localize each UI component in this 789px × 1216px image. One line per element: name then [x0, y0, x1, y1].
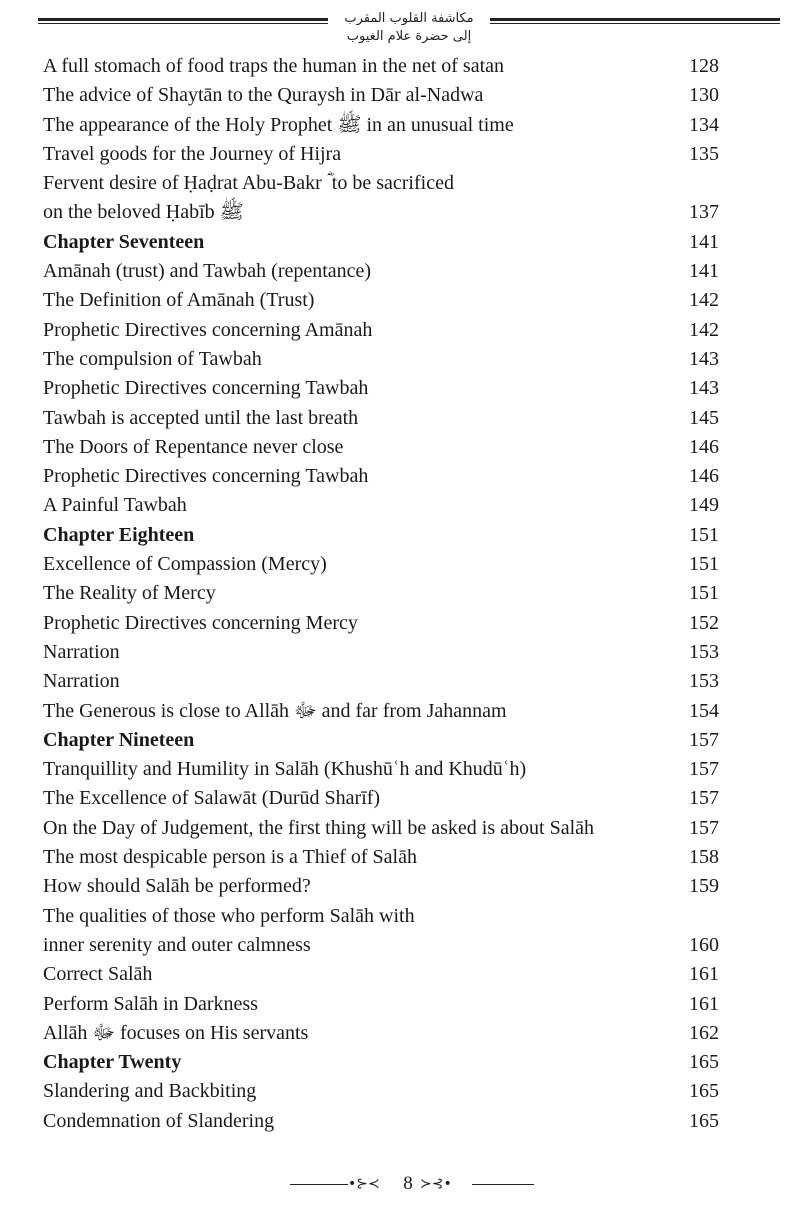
toc-entry-page: 157 [689, 816, 719, 839]
toc-entry-page: 142 [689, 318, 719, 341]
page-number: 8 [403, 1173, 413, 1194]
toc-entry-title: Tawbah is accepted until the last breath [43, 406, 359, 429]
toc-entry-page: 161 [689, 992, 719, 1015]
toc-entry-title: Prophetic Directives concerning Mercy [43, 611, 358, 634]
toc-entry-continuation [43, 931, 723, 960]
toc-entry [43, 902, 723, 931]
chapter-heading [43, 228, 723, 257]
header-calligraphy: مكاشفة القلوب المقرب إلى حضرة علام الغيوب [344, 11, 474, 44]
toc-entry [43, 843, 723, 872]
header-rule-left [38, 18, 328, 21]
toc-entry [43, 491, 723, 520]
toc-entry-title: Allāh ﷻ focuses on His servants [43, 1021, 309, 1044]
toc-entry [43, 140, 723, 169]
toc-entry [43, 697, 723, 726]
toc-entry-page: 152 [689, 611, 719, 634]
chapter-title: Chapter Nineteen [43, 728, 195, 751]
toc-entry-page: 161 [689, 963, 719, 986]
toc-entry-page: 157 [689, 787, 719, 810]
toc-entry-title: The Definition of Amānah (Trust) [43, 289, 315, 312]
toc-entry [43, 52, 723, 81]
page-footer [0, 1172, 789, 1196]
toc-entry-title: Narration [43, 640, 120, 663]
toc-entry-page: 153 [689, 670, 719, 693]
toc-entry-page: 146 [689, 435, 719, 458]
toc-entry-page: 141 [689, 230, 719, 253]
toc-entry-page: 153 [689, 640, 719, 663]
toc-entry-title: The Doors of Repentance never close [43, 435, 344, 458]
toc-entry [43, 872, 723, 901]
toc-entry-page: 143 [689, 377, 719, 400]
toc-entry-continuation [43, 198, 723, 227]
toc-entry-page: 146 [689, 465, 719, 488]
toc-entry-title: The Generous is close to Allāh ﷻ and far from Jahannam [43, 699, 507, 722]
toc-entry-title: A Painful Tawbah [43, 494, 187, 517]
toc-entry-page: 162 [689, 1021, 719, 1044]
toc-entry-title: The qualities of those who perform Salāh with [43, 904, 415, 927]
toc-entry-title: The most despicable person is a Thief of Salāh [43, 846, 417, 869]
toc-entry-title: The Excellence of Salawāt (Durūd Sharīf) [43, 787, 381, 810]
toc-entry-title: A full stomach of food traps the human in the net of satan [43, 55, 505, 77]
toc-entry [43, 433, 723, 462]
toc-entry [43, 374, 723, 403]
table-of-contents [43, 52, 723, 1136]
header-rule-right [490, 18, 780, 21]
header-rule-right-thin [490, 23, 780, 24]
toc-entry [43, 81, 723, 110]
toc-entry [43, 960, 723, 989]
toc-entry-page: 157 [689, 758, 719, 781]
toc-entry [43, 550, 723, 579]
toc-entry-title: On the Day of Judgement, the first thing will be asked is about Salāh [43, 816, 595, 839]
toc-entry-page: 134 [689, 113, 719, 136]
toc-entry [43, 257, 723, 286]
toc-entry-page: 137 [689, 201, 719, 224]
toc-entry-page: 135 [689, 142, 719, 165]
toc-entry-title: Condemnation of Slandering [43, 1109, 275, 1132]
header-ornament [38, 10, 780, 44]
footer-ornament-left: •⊱≺ [348, 1176, 380, 1192]
toc-entry-page: 165 [689, 1051, 719, 1074]
chapter-title: Chapter Eighteen [43, 523, 195, 546]
toc-entry-page: 143 [689, 347, 719, 370]
chapter-title: Chapter Seventeen [43, 230, 205, 253]
toc-entry [43, 1019, 723, 1048]
toc-entry-title: Amānah (trust) and Tawbah (repentance) [43, 260, 372, 283]
header-rule-left-thin [38, 23, 328, 24]
toc-entry-title: The advice of Shaytān to the Quraysh in Dār al-Nadwa [43, 84, 484, 107]
toc-entry-title: Excellence of Compassion (Mercy) [43, 553, 327, 576]
toc-entry-title: Prophetic Directives concerning Tawbah [43, 377, 369, 400]
toc-entry-title: Correct Salāh [43, 963, 153, 986]
toc-entry-title: Travel goods for the Journey of Hijra [43, 142, 342, 165]
toc-entry-title: How should Salāh be performed? [43, 875, 311, 898]
toc-entry [43, 345, 723, 374]
toc-entry [43, 667, 723, 696]
footer-ornament-right: ≻⊰• [420, 1176, 452, 1192]
toc-entry [43, 755, 723, 784]
toc-entry-title: The compulsion of Tawbah [43, 347, 262, 370]
toc-entry-title: Narration [43, 670, 120, 693]
toc-entry [43, 609, 723, 638]
toc-entry [43, 169, 723, 198]
toc-entry-page: 130 [689, 84, 719, 107]
toc-entry-page: 151 [689, 523, 719, 546]
toc-entry [43, 784, 723, 813]
toc-entry [43, 462, 723, 491]
toc-entry [43, 638, 723, 667]
toc-entry [43, 404, 723, 433]
toc-entry-page: 157 [689, 728, 719, 751]
toc-entry-title: Tranquillity and Humility in Salāh (Khushūʿh and Khudūʿh) [43, 758, 527, 781]
toc-entry-page: 158 [689, 846, 719, 869]
toc-entry-title: The Reality of Mercy [43, 582, 216, 605]
toc-entry-title: Prophetic Directives concerning Amānah [43, 318, 373, 341]
toc-entry-page: 128 [689, 55, 719, 77]
toc-entry-page: 165 [689, 1109, 719, 1132]
toc-entry [43, 579, 723, 608]
chapter-title: Chapter Twenty [43, 1051, 182, 1074]
chapter-heading [43, 521, 723, 550]
toc-entry-page: 159 [689, 875, 719, 898]
footer-rule-left [290, 1184, 348, 1185]
toc-entry-page: 151 [689, 582, 719, 605]
toc-entry-page: 149 [689, 494, 719, 517]
toc-entry-title: Slandering and Backbiting [43, 1080, 257, 1103]
toc-entry-title: Prophetic Directives concerning Tawbah [43, 465, 369, 488]
toc-entry-title-line2: on the beloved Ḥabīb ﷺ [43, 201, 244, 224]
toc-entry-title: Fervent desire of Ḥaḍrat Abu-Bakr ؓ to be sacrificed [43, 172, 454, 195]
toc-entry [43, 316, 723, 345]
toc-entry-page: 145 [689, 406, 719, 429]
toc-entry-page: 160 [689, 933, 719, 956]
toc-entry [43, 286, 723, 315]
toc-entry [43, 111, 723, 140]
footer-rule-right [472, 1184, 534, 1185]
toc-entry [43, 990, 723, 1019]
chapter-heading [43, 1048, 723, 1077]
toc-entry-title: The appearance of the Holy Prophet ﷺ in an unusual time [43, 113, 514, 136]
toc-entry-page: 141 [689, 260, 719, 283]
chapter-heading [43, 726, 723, 755]
toc-entry [43, 1107, 723, 1136]
toc-entry-page: 165 [689, 1080, 719, 1103]
toc-entry-page: 142 [689, 289, 719, 312]
toc-entry-title-line2: inner serenity and outer calmness [43, 933, 311, 956]
toc-entry [43, 1077, 723, 1106]
toc-entry-title: Perform Salāh in Darkness [43, 992, 258, 1015]
toc-entry [43, 814, 723, 843]
toc-entry-page: 151 [689, 553, 719, 576]
toc-entry-page: 154 [689, 699, 719, 722]
